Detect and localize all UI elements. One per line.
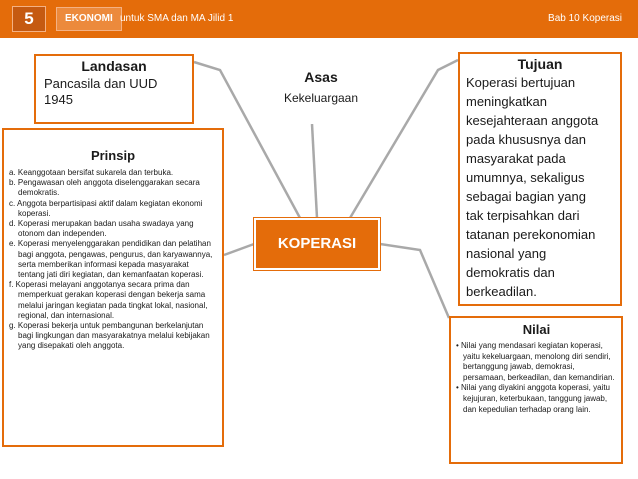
tujuan-line: demokratis dan <box>466 265 555 280</box>
tujuan-line: Koperasi bertujuan <box>466 75 576 90</box>
tujuan-line: kesejahteraan anggota <box>466 113 599 128</box>
landasan-box <box>34 54 194 124</box>
tujuan-line: tatanan perekonomian <box>466 227 596 242</box>
prinsip-title: Prinsip <box>90 148 136 163</box>
connector-nilai <box>380 244 449 318</box>
tujuan-line: umumnya, sekaligus <box>466 170 585 185</box>
koperasi-center-node: KOPERASI <box>254 218 380 270</box>
nilai-box <box>449 316 623 464</box>
connector-asas <box>312 124 317 218</box>
prinsip-box <box>2 128 224 447</box>
landasan-line: 1945 <box>44 92 73 107</box>
tujuan-line: tak terpisahkan dari <box>466 208 580 223</box>
landasan-line: Pancasila dan UUD <box>44 76 158 91</box>
prinsip-item: b. Pengawasan oleh anggota diselenggarakan secara demokratis. <box>9 178 200 198</box>
tujuan-line: masyarakat pada <box>466 151 566 166</box>
prinsip-item: a. Keanggotaan bersifat sukarela dan terbuka. <box>9 168 174 177</box>
book-title: untuk SMA dan MA Jilid 1 <box>120 13 234 24</box>
book-subject-tag: EKONOMI <box>56 7 122 31</box>
tujuan-box <box>458 52 622 306</box>
prinsip-item: c. Anggota berpartisipasi aktif dalam kegiatan ekonomi koperasi. <box>9 198 203 218</box>
tujuan-line: berkeadilan. <box>466 284 537 299</box>
asas-title: Asas <box>304 69 338 85</box>
nilai-title: Nilai <box>522 322 551 337</box>
connector-prinsip <box>224 244 254 255</box>
nilai-list <box>456 341 617 415</box>
tujuan-line: sebagai bagian yang <box>466 189 586 204</box>
prinsip-item: d. Koperasi merupakan badan usaha swadaya yang otonom dan independen. <box>9 219 194 239</box>
prinsip-item: f. Koperasi melayani anggotanya secara prima dan memperkuat gerakan koperasi dengan bekerja sama melalui jaringan kegiatan pada tingkat lokal, nasional, regional, dan internasional. <box>9 280 208 320</box>
prinsip-list <box>9 168 217 352</box>
asas-box <box>262 56 380 124</box>
page-number: 5 <box>12 6 46 32</box>
tujuan-line: nasional yang <box>466 246 547 261</box>
prinsip-item: g. Koperasi bekerja untuk pembangunan berkelanjutan bagi lingkungan dan masyarakatnya melalui kebijakan yang disepakati oleh anggota. <box>9 321 210 351</box>
nilai-item: • Nilai yang diyakini anggota koperasi, yaitu kejujuran, keterbukaan, tanggung jawab, dan kepedulian terhadap orang lain. <box>456 383 610 414</box>
prinsip-item: e. Koperasi menyelenggarakan pendidikan dan pelatihan bagi anggota, pengawas, pengurus, dan karyawannya, serta memberikan informasi kepada masyarakat tentang jati diri kegiatan, dan kemanfaatan koperasi. <box>9 239 213 280</box>
tujuan-line: pada khususnya dan <box>466 132 586 147</box>
chapter-label: Bab 10 Koperasi <box>548 13 622 24</box>
asas-text: Kekeluargaan <box>283 91 359 105</box>
tujuan-title: Tujuan <box>517 56 563 72</box>
nilai-item: • Nilai yang mendasari kegiatan koperasi, yaitu kekeluargaan, menolong diri sendiri, bertanggung jawab, demokrasi, persamaan, berkeadilan, dan kemandirian. <box>456 341 615 382</box>
landasan-title: Landasan <box>81 58 147 74</box>
tujuan-line: meningkatkan <box>466 94 547 109</box>
